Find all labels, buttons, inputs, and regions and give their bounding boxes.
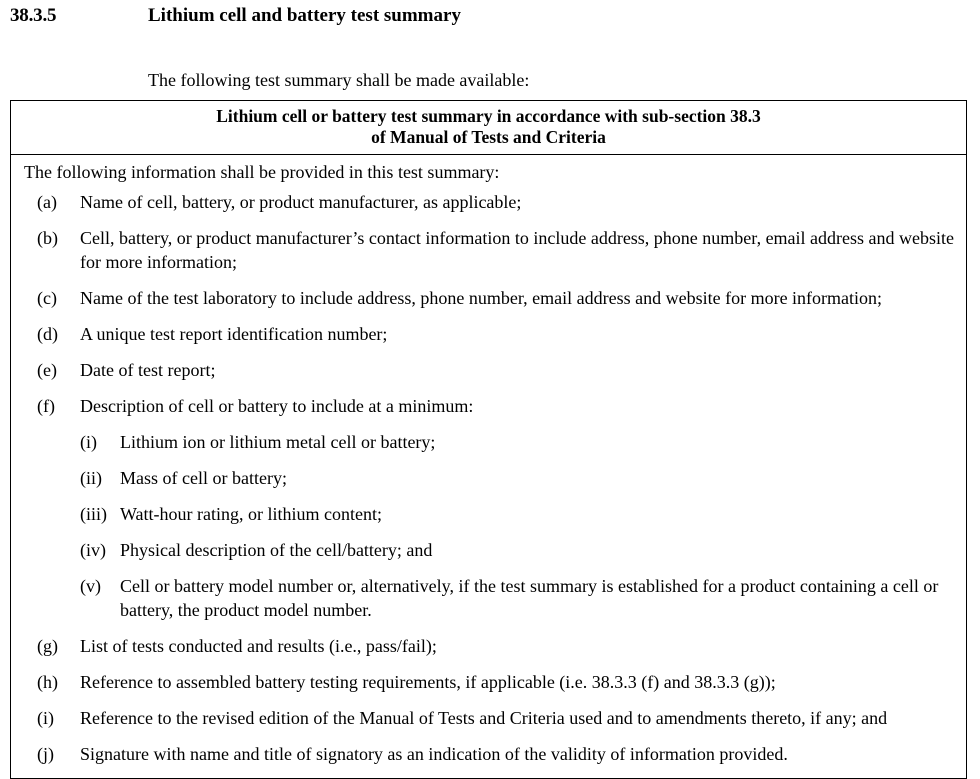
sublist-item-marker: (i)	[80, 432, 97, 452]
list-item-text: Description of cell or battery to include at a minimum:	[80, 396, 474, 416]
list-item	[24, 358, 958, 382]
list-item	[24, 322, 958, 346]
list-item	[24, 286, 958, 310]
list-item-marker: (a)	[37, 192, 57, 212]
list-item-text: Reference to assembled battery testing requirements, if applicable (i.e. 38.3.3 (f) and 38.3.3 (g));	[80, 672, 776, 692]
sublist-item-text: Mass of cell or battery;	[120, 468, 287, 488]
sublist-item-marker: (ii)	[80, 468, 102, 488]
list-item-marker: (h)	[37, 672, 58, 692]
list-item	[24, 226, 958, 274]
list-item-text: List of tests conducted and results (i.e., pass/fail);	[80, 636, 437, 656]
list-item-text: Name of cell, battery, or product manufacturer, as applicable;	[80, 192, 522, 212]
test-summary-table	[10, 100, 967, 779]
list-item	[24, 706, 958, 730]
sublist-item	[80, 430, 958, 454]
list-item-marker: (e)	[37, 360, 57, 380]
sublist-item-marker: (iv)	[80, 540, 106, 560]
table-intro-line: The following information shall be provided in this test summary:	[24, 162, 500, 182]
list-item-marker: (f)	[37, 396, 55, 416]
sublist-item-marker: (iii)	[80, 504, 107, 524]
sublist-item-text: Watt-hour rating, or lithium content;	[120, 504, 382, 524]
list-item	[24, 190, 958, 214]
sublist-item	[80, 574, 958, 622]
list-item-marker: (d)	[37, 324, 58, 344]
list-item-text: Cell, battery, or product manufacturer’s contact information to include address, phone number, email address and website for more information;	[80, 228, 955, 272]
sublist-item	[80, 466, 958, 490]
list-item-marker: (b)	[37, 228, 58, 248]
list-item	[24, 742, 958, 766]
table-header-line-2: of Manual of Tests and Criteria	[371, 127, 606, 147]
sublist-item-text: Lithium ion or lithium metal cell or battery;	[120, 432, 436, 452]
table-header	[11, 101, 966, 155]
sublist-item	[80, 502, 958, 526]
table-body	[11, 155, 966, 778]
table-header-line-1: Lithium cell or battery test summary in accordance with sub-section 38.3	[216, 106, 761, 126]
sublist	[80, 430, 958, 622]
list-item-marker: (c)	[37, 288, 57, 308]
list-item-text: Signature with name and title of signatory as an indication of the validity of information provided.	[80, 744, 788, 764]
list-item-marker: (g)	[37, 636, 58, 656]
list-item-text: Date of test report;	[80, 360, 216, 380]
intro-paragraph: The following test summary shall be made available:	[148, 70, 530, 90]
section-number: 38.3.5	[10, 5, 57, 26]
list-item	[24, 394, 958, 622]
sublist-item-text: Physical description of the cell/battery; and	[120, 540, 433, 560]
sublist-item	[80, 538, 958, 562]
section-heading	[0, 5, 980, 35]
list-item-text: Name of the test laboratory to include address, phone number, email address and website for more information;	[80, 288, 883, 308]
list-item-marker: (i)	[37, 708, 54, 728]
sublist-item-marker: (v)	[80, 576, 101, 596]
list-item-marker: (j)	[37, 744, 54, 764]
list-item-text: Reference to the revised edition of the Manual of Tests and Criteria used and to amendments thereto, if any; and	[80, 708, 888, 728]
list-item	[24, 670, 958, 694]
sublist-item-text: Cell or battery model number or, alternatively, if the test summary is established for a product containing a cell or battery, the product model number.	[120, 576, 939, 620]
page-title: Lithium cell and battery test summary	[148, 5, 461, 26]
list-item-text: A unique test report identification number;	[80, 324, 388, 344]
list-item	[24, 634, 958, 658]
